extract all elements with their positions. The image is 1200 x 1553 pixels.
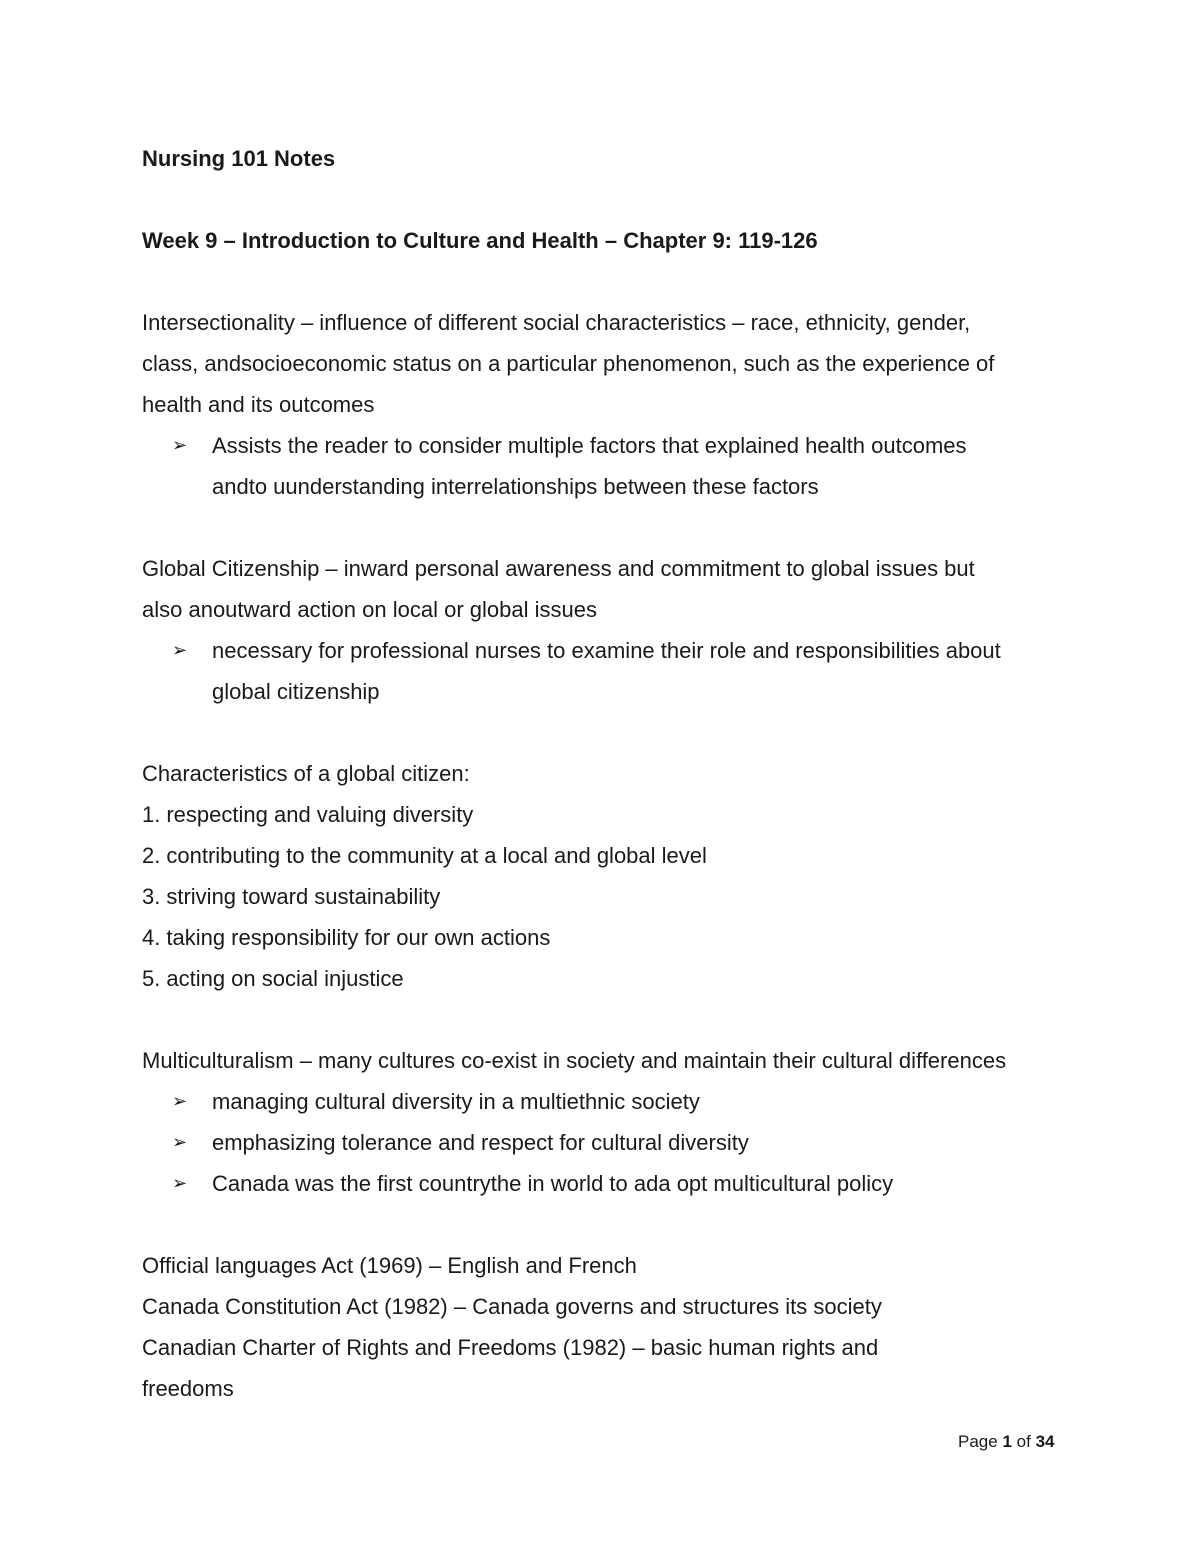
multiculturalism-line: Multiculturalism – many cultures co-exist in society and maintain their cultural differences — [142, 1048, 1007, 1073]
characteristics-section — [142, 753, 1082, 999]
of-word: of — [1016, 1432, 1031, 1451]
spacer — [142, 507, 1082, 548]
numbered-item — [142, 958, 1082, 999]
bullet-text: managing cultural diversity in a multiethnic society — [212, 1089, 700, 1114]
item-text: contributing to the community at a local and global level — [166, 843, 707, 868]
document-title: Nursing 101 Notes — [142, 146, 336, 171]
item-number: 3. — [142, 884, 161, 909]
page-number: 1 — [1002, 1432, 1012, 1451]
bullet-item — [142, 1122, 1082, 1163]
arrow-bullet-icon: ➢ — [172, 1173, 188, 1194]
global-citizenship-line-1: Global Citizenship – inward personal awareness and commitment to global issues but — [142, 556, 975, 581]
item-number: 2. — [142, 843, 161, 868]
intersectionality-line-1: Intersectionality – influence of different social characteristics – race, ethnicity, gender, — [142, 310, 971, 335]
item-text: taking responsibility for our own actions — [166, 925, 551, 950]
bullet-text: emphasizing tolerance and respect for cultural diversity — [212, 1130, 749, 1155]
multiculturalism-section — [142, 1040, 1082, 1204]
bullet-item — [142, 425, 1082, 507]
global-citizenship-line-2: also anoutward action on local or global issues — [142, 597, 597, 622]
spacer — [142, 261, 1082, 302]
bullet-item — [142, 1081, 1082, 1122]
bullet-item — [142, 630, 1082, 712]
document-body — [142, 138, 1082, 1409]
official-languages-act: Official languages Act (1969) – English and French — [142, 1253, 637, 1278]
bullet-text: Canada was the first countrythe in world to ada opt multicultural policy — [212, 1171, 894, 1196]
item-number: 4. — [142, 925, 161, 950]
spacer — [142, 999, 1082, 1040]
charter-line-2: freedoms — [142, 1376, 234, 1401]
acts-section — [142, 1245, 1082, 1409]
global-citizenship-section — [142, 548, 1082, 712]
item-text: respecting and valuing diversity — [166, 802, 474, 827]
arrow-bullet-icon: ➢ — [172, 640, 188, 661]
page-footer — [958, 1432, 1054, 1452]
week-heading: Week 9 – Introduction to Culture and Health – Chapter 9: 119-126 — [142, 228, 818, 253]
intersectionality-line-3: health and its outcomes — [142, 392, 375, 417]
bullet-text-line-1: Assists the reader to consider multiple factors that explained health outcomes — [212, 433, 967, 458]
numbered-item — [142, 794, 1082, 835]
total-pages: 34 — [1035, 1432, 1055, 1451]
bullet-item — [142, 1163, 1082, 1204]
arrow-bullet-icon: ➢ — [172, 1091, 188, 1112]
bullet-text-line-2: global citizenship — [212, 679, 380, 704]
numbered-item — [142, 835, 1082, 876]
intersectionality-section — [142, 302, 1082, 507]
item-text: acting on social injustice — [166, 966, 404, 991]
intersectionality-line-2: class, andsocioeconomic status on a particular phenomenon, such as the experience of — [142, 351, 995, 376]
bullet-text-line-2: andto uunderstanding interrelationships between these factors — [212, 474, 819, 499]
numbered-item — [142, 876, 1082, 917]
charter-line-1: Canadian Charter of Rights and Freedoms (1982) – basic human rights and — [142, 1335, 879, 1360]
item-number: 1. — [142, 802, 161, 827]
page-word: Page — [958, 1432, 998, 1451]
bullet-text-line-1: necessary for professional nurses to examine their role and responsibilities about — [212, 638, 1001, 663]
spacer — [142, 179, 1082, 220]
characteristics-heading: Characteristics of a global citizen: — [142, 761, 470, 786]
constitution-act: Canada Constitution Act (1982) – Canada governs and structures its society — [142, 1294, 882, 1319]
arrow-bullet-icon: ➢ — [172, 435, 188, 456]
spacer — [142, 712, 1082, 753]
item-number: 5. — [142, 966, 161, 991]
numbered-item — [142, 917, 1082, 958]
item-text: striving toward sustainability — [166, 884, 441, 909]
spacer — [142, 1204, 1082, 1245]
arrow-bullet-icon: ➢ — [172, 1132, 188, 1153]
